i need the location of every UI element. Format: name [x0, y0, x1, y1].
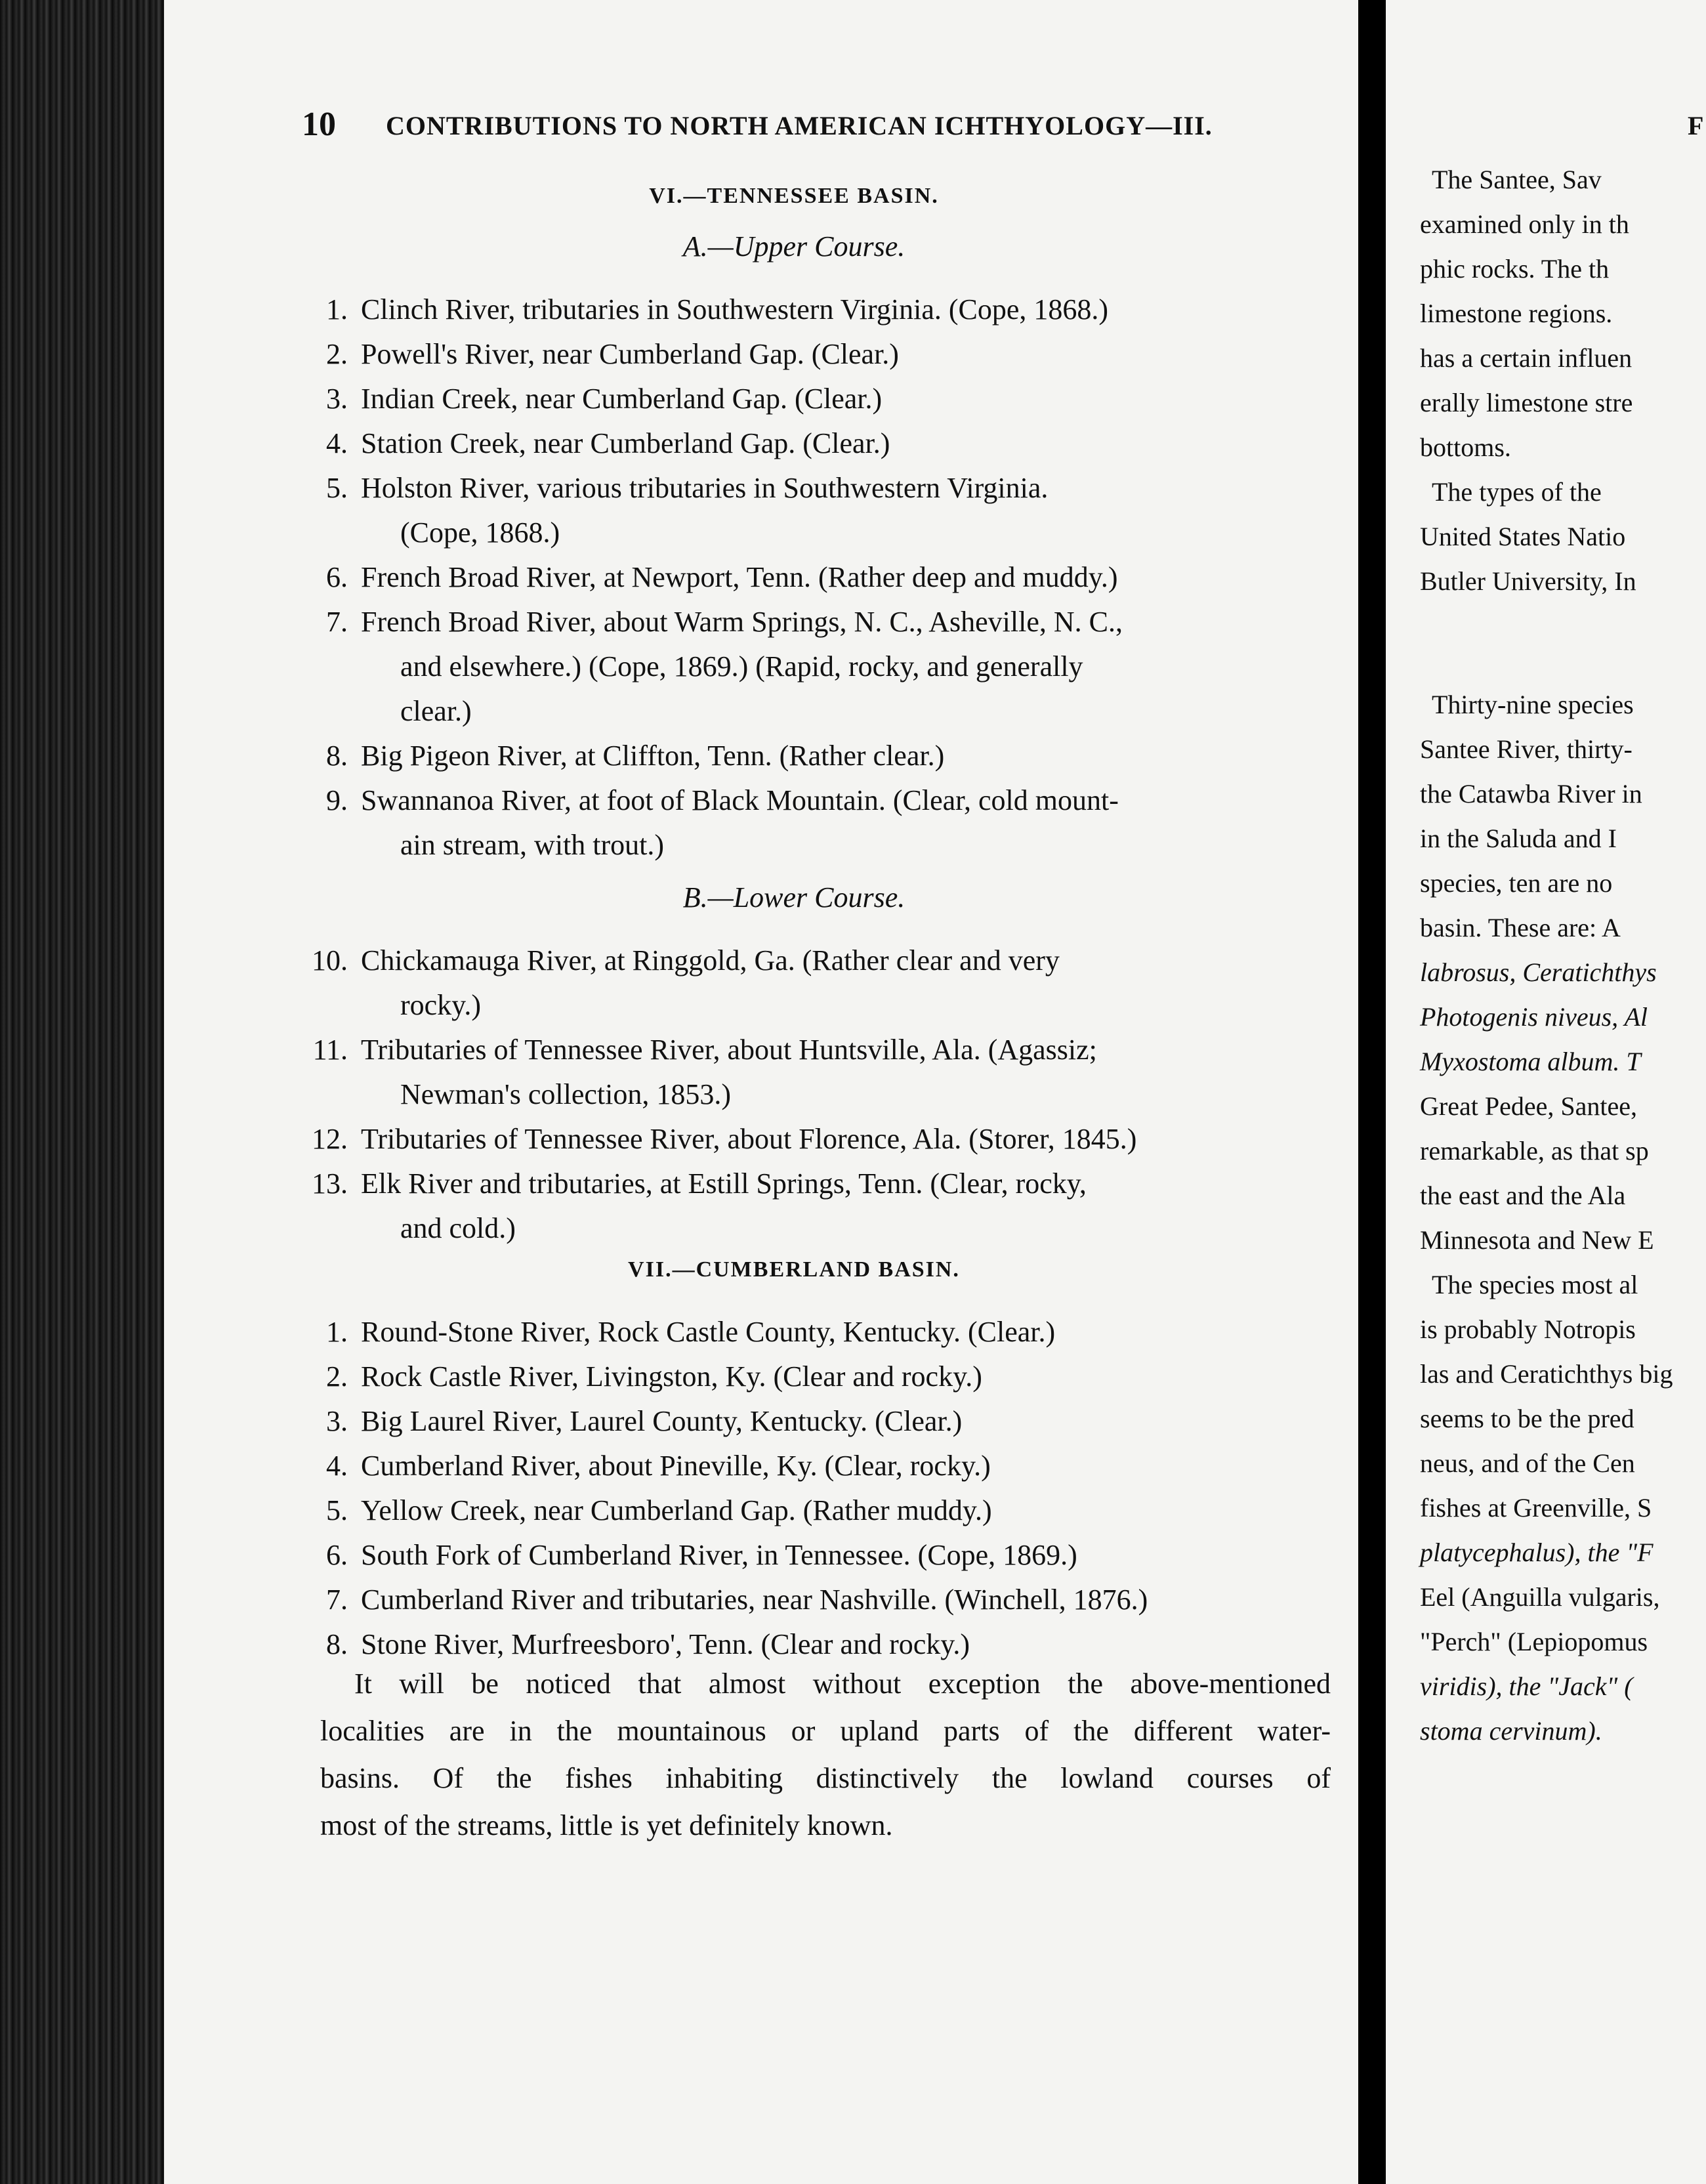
running-head: CONTRIBUTIONS TO NORTH AMERICAN ICHTHYOLOGY—III.: [386, 111, 1213, 140]
right-running-head: F: [1688, 111, 1705, 140]
entry-text: Holston River, various tributaries in Southwestern Virginia.: [361, 472, 1049, 504]
entry-text: French Broad River, about Warm Springs, N. C., Asheville, N. C.,: [361, 606, 1123, 638]
entry-text: Chickamauga River, at Ringgold, Ga. (Rather clear and very: [361, 944, 1060, 976]
right-page-line: limestone regions.: [1420, 299, 1613, 328]
right-page-line: las and Ceratichthys big: [1420, 1359, 1673, 1389]
entry-number: 6.: [326, 561, 348, 593]
entry-number: 4.: [326, 1450, 348, 1482]
entry-number: 5.: [326, 1494, 348, 1526]
entry-text: Yellow Creek, near Cumberland Gap. (Rather muddy.): [361, 1494, 992, 1526]
book-spine-shadow: [0, 0, 164, 2184]
right-page-line: examined only in th: [1420, 209, 1629, 239]
right-page-line: Eel (Anguilla vulgaris,: [1420, 1582, 1660, 1612]
right-page-line: Great Pedee, Santee,: [1420, 1091, 1637, 1121]
right-page-line: platycephalus), the "F: [1420, 1538, 1654, 1567]
right-page-line: The species most al: [1432, 1270, 1638, 1299]
entry-text: Big Pigeon River, at Cliffton, Tenn. (Rather clear.): [361, 740, 945, 772]
entry-text: Round-Stone River, Rock Castle County, Kentucky. (Clear.): [361, 1316, 1056, 1348]
entry-number: 12.: [312, 1123, 348, 1155]
right-page-line: Santee River, thirty-: [1420, 734, 1633, 764]
right-page-line: United States Natio: [1420, 522, 1626, 551]
entry-text: Powell's River, near Cumberland Gap. (Clear.): [361, 338, 899, 370]
entry-number: 7.: [326, 1584, 348, 1616]
entry-text: South Fork of Cumberland River, in Tennessee. (Cope, 1869.): [361, 1539, 1077, 1571]
entry-text: Elk River and tributaries, at Estill Springs, Tenn. (Clear, rocky,: [361, 1167, 1087, 1200]
entry-text: Big Laurel River, Laurel County, Kentucky. (Clear.): [361, 1405, 963, 1437]
right-page-line: stoma cervinum).: [1420, 1716, 1602, 1746]
entry-number: 10.: [312, 944, 348, 976]
left-page: [164, 0, 1358, 2184]
right-page-line: the Catawba River in: [1420, 779, 1642, 808]
right-page-line: The Santee, Sav: [1432, 165, 1602, 194]
section-title: VII.—CUMBERLAND BASIN.: [628, 1257, 960, 1282]
entry-text: (Cope, 1868.): [400, 516, 560, 549]
entry-text: Rock Castle River, Livingston, Ky. (Clear and rocky.): [361, 1360, 982, 1393]
right-page-line: erally limestone stre: [1420, 388, 1633, 417]
closing-paragraph-line: It will be noticed that almost without exception the above-mentioned: [354, 1668, 1331, 1700]
right-page-line: fishes at Greenville, S: [1420, 1493, 1652, 1522]
right-page-line: basin. These are: A: [1420, 913, 1621, 942]
entry-number: 13.: [312, 1167, 348, 1200]
entry-text: French Broad River, at Newport, Tenn. (Rather deep and muddy.): [361, 561, 1118, 593]
entry-number: 8.: [326, 1628, 348, 1660]
entry-text: and elsewhere.) (Cope, 1869.) (Rapid, rocky, and generally: [400, 650, 1083, 682]
entry-text: Station Creek, near Cumberland Gap. (Clear.): [361, 427, 890, 459]
entry-number: 7.: [326, 606, 348, 638]
closing-paragraph-line: most of the streams, little is yet definitely known.: [320, 1809, 893, 1841]
entry-number: 2.: [326, 1360, 348, 1393]
entry-text: Indian Creek, near Cumberland Gap. (Clear.): [361, 383, 883, 415]
entry-text: Tributaries of Tennessee River, about Huntsville, Ala. (Agassiz;: [361, 1034, 1097, 1066]
right-page-line: remarkable, as that sp: [1420, 1136, 1649, 1166]
entry-text: Newman's collection, 1853.): [400, 1078, 732, 1110]
right-page-line: the east and the Ala: [1420, 1181, 1626, 1210]
right-page-line: Butler University, In: [1420, 566, 1636, 596]
subsection-title: A.—Upper Course.: [682, 230, 905, 262]
entry-text: rocky.): [400, 989, 481, 1021]
entry-text: Cumberland River and tributaries, near Nashville. (Winchell, 1876.): [361, 1584, 1148, 1616]
entry-text: ain stream, with trout.): [400, 829, 665, 861]
subsection-title: B.—Lower Course.: [682, 881, 905, 914]
entry-text: and cold.): [400, 1212, 516, 1244]
right-page-line: viridis), the "Jack" (: [1420, 1671, 1633, 1701]
right-page-line: Photogenis niveus, Al: [1420, 1002, 1648, 1032]
entry-number: 5.: [326, 472, 348, 504]
right-page-line: phic rocks. The th: [1420, 254, 1610, 284]
entry-number: 3.: [326, 1405, 348, 1437]
entry-number: 4.: [326, 427, 348, 459]
section-title: VI.—TENNESSEE BASIN.: [649, 184, 939, 208]
entry-number: 8.: [326, 740, 348, 772]
right-page-line: The types of the: [1432, 477, 1602, 507]
entry-number: 11.: [312, 1034, 348, 1066]
right-page-line: has a certain influen: [1420, 343, 1633, 373]
entry-number: 2.: [326, 338, 348, 370]
page-number: 10: [302, 106, 336, 143]
right-page-line: Myxostoma album. T: [1420, 1047, 1641, 1076]
right-page-line: species, ten are no: [1420, 868, 1613, 898]
right-page-line: "Perch" (Lepiopomus: [1420, 1627, 1648, 1656]
right-page-line: seems to be the pred: [1420, 1404, 1634, 1433]
right-page-line: bottoms.: [1420, 432, 1511, 462]
entry-number: 1.: [326, 293, 348, 326]
entry-number: 6.: [326, 1539, 348, 1571]
entry-text: Cumberland River, about Pineville, Ky. (Clear, rocky.): [361, 1450, 991, 1482]
closing-paragraph-line: basins. Of the fishes inhabiting distinctively the lowland courses of: [320, 1762, 1331, 1794]
entry-text: clear.): [400, 695, 472, 727]
right-page-line: neus, and of the Cen: [1420, 1448, 1635, 1478]
right-page: [1386, 0, 1706, 2184]
entry-text: Clinch River, tributaries in Southwestern Virginia. (Cope, 1868.): [361, 293, 1109, 326]
entry-number: 3.: [326, 383, 348, 415]
closing-paragraph-line: localities are in the mountainous or upland parts of the different water-: [320, 1715, 1331, 1747]
entry-number: 9.: [326, 784, 348, 816]
right-page-line: in the Saluda and I: [1420, 824, 1617, 853]
right-page-line: Minnesota and New E: [1420, 1225, 1654, 1255]
entry-text: Tributaries of Tennessee River, about Florence, Ala. (Storer, 1845.): [361, 1123, 1137, 1155]
entry-text: Swannanoa River, at foot of Black Mountain. (Clear, cold mount-: [361, 784, 1119, 816]
entry-number: 1.: [326, 1316, 348, 1348]
right-page-line: Thirty-nine species: [1432, 690, 1634, 719]
right-page-line: is probably Notropis: [1420, 1314, 1636, 1344]
entry-text: Stone River, Murfreesboro', Tenn. (Clear and rocky.): [361, 1628, 970, 1660]
right-page-line: labrosus, Ceratichthys: [1420, 957, 1657, 987]
